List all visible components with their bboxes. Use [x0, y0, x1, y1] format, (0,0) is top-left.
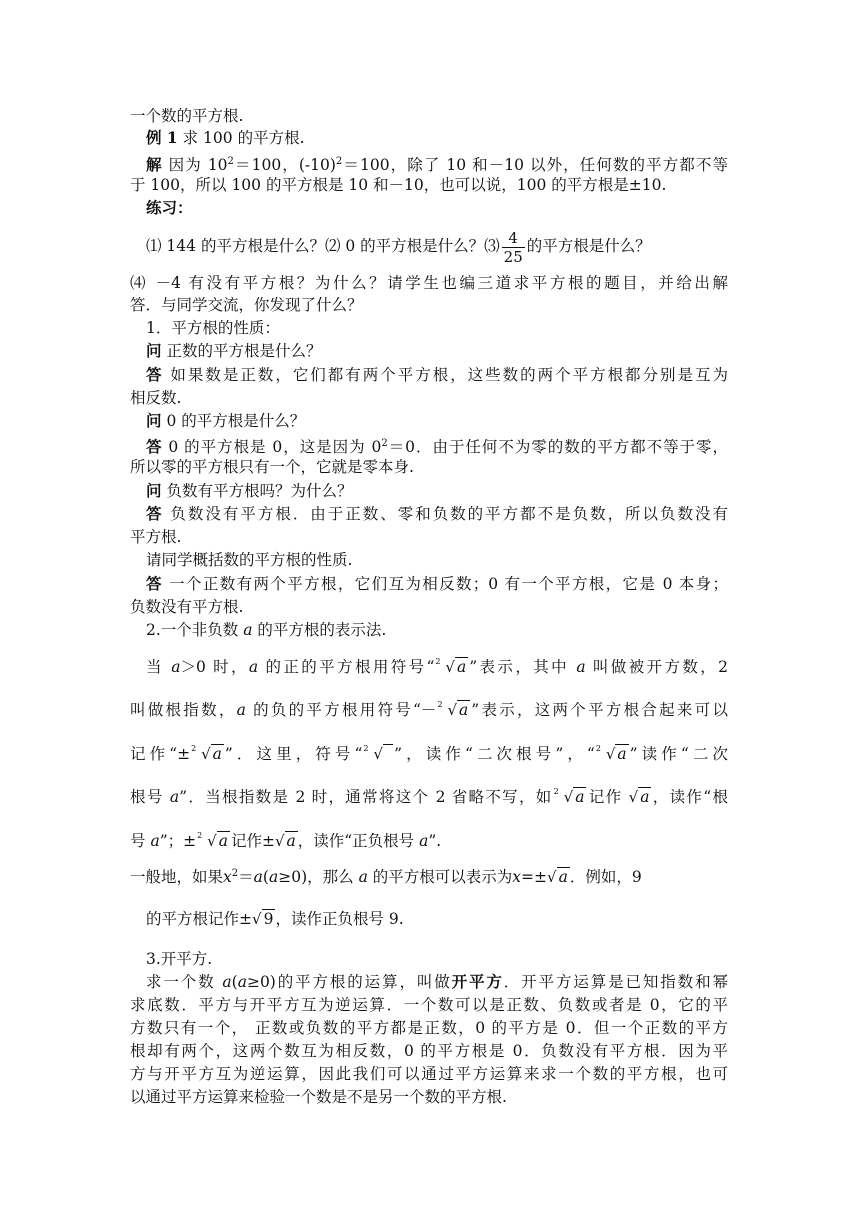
notation-line-4: 根号 a”．当根指数是 2 时，通常将这个 2 省略不写，如 2 √ a 记作 √ a ，读作“根: [130, 784, 728, 810]
solution-label: 解: [146, 155, 163, 174]
sqrt-expression: √ a: [628, 788, 650, 806]
sqrt-expression: √ 9: [252, 910, 274, 928]
fraction: $\frac{4}{25}$: [503, 228, 523, 266]
text-line: 一个数的平方根.: [130, 107, 244, 125]
practice-line-1: ⑴ 144 的平方根是什么？⑵ 0 的平方根是什么？⑶ $\frac{4}{25}$ 的平方根是什么？: [146, 228, 651, 266]
text-line: 请同学概括数的平方根的性质.: [146, 551, 353, 569]
radical-expression: 2 √ a: [595, 744, 627, 763]
solution-line: 解 因为 $10^2=100$，$(-10)^2=100$，除了 10 和－10 以外，任何数的平方都不等: [146, 155, 728, 174]
practice-heading: 练习：: [146, 198, 193, 217]
question-line: 问 正数的平方根是什么？: [146, 341, 322, 360]
paragraph-line: 方与开平方互为逆运算，因此我们可以通过平方运算来求一个数的平方根，也可: [130, 1065, 728, 1083]
general-line-1: 一般地，如果$x^2=a(a\ge 0)$，那么 a 的平方根可以表示为x=±√ a ．例如，9: [130, 868, 642, 886]
answer-line: 答 一个正数有两个平方根，它们互为相反数；0 有一个平方根，它是 0 本身；: [146, 574, 728, 593]
question-line: 问 负数有平方根吗？为什么？: [146, 481, 353, 500]
answer-line: 相反数.: [130, 389, 182, 407]
radical-expression: 2 √ a: [437, 700, 469, 719]
answer-line: 所以零的平方根只有一个，它就是零本身.: [130, 458, 414, 476]
question-line: 问 0 的平方根是什么？: [146, 411, 306, 430]
radical-expression: 2 √ a: [553, 787, 585, 806]
example-1-line: 例 1 求 100 的平方根.: [146, 128, 305, 147]
answer-line: 答 如果数是正数，它们都有两个平方根，这些数的两个平方根都分别是互为: [146, 365, 728, 384]
paragraph-line: 方数只有一个， 正数或负数的平方都是正数，0 的平方是 0．但一个正数的平方: [130, 1019, 728, 1037]
radical-expression: 2 √ a: [191, 744, 222, 763]
notation-line-2: 叫做根指数，a 的负的平方根用符号“－ 2 √ a ”表示，这两个平方根合起来可以: [130, 697, 728, 723]
sqrt-expression: √ a: [547, 868, 568, 886]
notation-line-5: 号 a”；± 2 √ a 记作±√ a ，读作“正负根号 a”.: [130, 828, 441, 854]
notation-line-1: 当 a＞0 时，a 的正的平方根用符号“ 2 √ a ”表示，其中 a 叫做被开方数，2: [146, 654, 728, 680]
section-3-heading: 3.开平方.: [146, 950, 213, 968]
paragraph-line: 根却有两个，这两个数互为相反数，0 的平方根是 0．负数没有平方根．因为平: [130, 1042, 728, 1060]
paragraph-line: 以通过平方运算来检验一个数是不是另一个数的平方根.: [130, 1088, 507, 1106]
answer-line: 答 0 的平方根是 0，这是因为 $0^2=0$．由于任何不为零的数的平方都不等于零，: [146, 437, 728, 456]
answer-line: 平方根.: [130, 528, 182, 546]
bold-term: 开平方: [451, 972, 504, 991]
practice-line-2: ⑷ －4 有没有平方根？为什么？请学生也编三道求平方根的题目，并给出解: [130, 274, 728, 292]
paragraph-line: 求一个数 a(a≥0)的平方根的运算，叫做开平方．开平方运算是已知指数和幂: [146, 972, 728, 991]
practice-line-3: 答．与同学交流，你发现了什么？: [130, 296, 363, 314]
radical-expression: 2 √ a: [197, 831, 228, 850]
text-line: 于 100，所以 100 的平方根是 10 和－10，也可以说，100 的平方根是±10.: [130, 176, 667, 194]
answer-line: 答 负数没有平方根．由于正数、零和负数的平方都不是负数，所以负数没有: [146, 504, 728, 523]
radical-symbol: 2 √: [363, 741, 393, 767]
section-1-heading: 1．平方根的性质：: [146, 319, 280, 337]
general-line-2: 的平方根记作±√ 9 ，读作正负根号 9.: [146, 910, 404, 928]
radical-expression: 2 √ a: [435, 657, 467, 676]
answer-line: 负数没有平方根.: [130, 598, 244, 616]
sqrt-expression: √ a: [274, 832, 296, 850]
notation-line-3: 记作“± 2 √ a ”．这里，符号“ 2 √ ”，读作“二次根号”，“ 2 √ a ”读作“二次: [130, 741, 728, 767]
example-label: 例 1: [146, 128, 178, 147]
section-2-heading: 2.一个非负数 a 的平方根的表示法.: [146, 621, 387, 639]
paragraph-line: 求底数．平方与开平方互为逆运算．一个数可以是正数、负数或者是 0，它的平: [130, 996, 728, 1014]
